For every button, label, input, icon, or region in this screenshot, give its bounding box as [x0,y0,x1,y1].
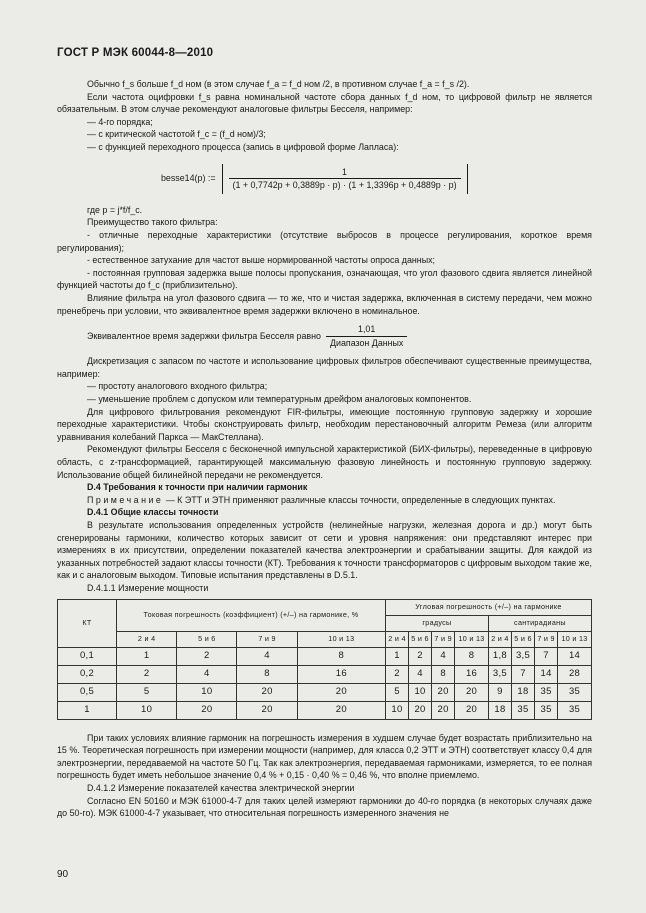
formula-lhs: besse14(p) := [161,173,216,184]
table-cell: 5 [385,683,408,701]
table-range-cell: 5 и 6 [409,631,432,647]
subsection-heading: D.4.1.2 Измерение показателей качества электрической энергии [87,782,355,793]
formula-denominator: (1 + 0,7742p + 0,3889p · p) · (1 + 1,3396p + 0,4889p · p) [229,178,461,192]
note-label: Примечание [87,494,164,505]
table-cell: 4 [432,647,455,665]
table-range-cell: 2 и 4 [488,631,511,647]
document-header: ГОСТ Р МЭК 60044-8—2010 [57,47,214,59]
paragraph: Для цифрового фильтрования рекомендуют FIR-фильтры, имеющие постоянную групповую задержку и хорошие переходные характеристики. Чтобы сконструировать фильтр, необходим перестановочный алгоритм Ремеза (или алгоритм уравнивания колебаний Паркса — МакСтеллана). [57,406,592,442]
table-cell: 7 [535,647,558,665]
paragraph: Влияние фильтра на угол фазового сдвига — то же, что и чистая задержка, включенная в систему передачи, чем можно пренебречь при условии, что эквивалентное время задержки включено в номинальное. [57,292,592,316]
list-item: — 4-го порядка; [87,116,153,127]
table-cell: 35 [535,701,558,719]
equivalent-delay-formula [57,323,592,349]
table-cell: 20 [432,683,455,701]
table-cell: 35 [511,701,534,719]
table-cell: 1 [385,647,408,665]
table-cell: 20 [237,701,297,719]
table-cell: 10 [177,683,237,701]
paragraph: Обычно f_s больше f_d ном (в этом случае f_a = f_d ном /2, в противном случае f_a = f_s /2). [87,79,470,89]
delay-fraction [326,323,407,349]
table-cell: 4 [409,665,432,683]
bessel-formula [161,164,592,194]
table-cell: 10 [385,701,408,719]
paragraph: Рекомендуют фильтры Бесселя с бесконечной импульсной характеристикой (БИХ-фильтры), переведенные в цифровую область, с z-трансформацией, гарантирующей максимальную фазовую линейность и постоянную групповую задержку. Использование общей билинейной передачи не рекомендуется. [57,444,592,480]
table-cell: 16 [455,665,489,683]
table-cell: 20 [177,701,237,719]
table-cell: 8 [432,665,455,683]
table-cell: 3,5 [511,647,534,665]
table-cell: 18 [511,683,534,701]
table-cell: 20 [455,683,489,701]
table-cell-kt: 0,2 [58,665,117,683]
formula-numerator: 1 [342,166,347,177]
table-cell: 18 [488,701,511,719]
table-row [58,701,592,719]
table-body [58,647,592,719]
list-item: — уменьшение проблем с допуском или температурным дрейфом аналоговых компонентов. [87,394,472,405]
table-cell-kt: 0,1 [58,647,117,665]
table-range-cell: 10 и 13 [455,631,489,647]
table-cell: 9 [488,683,511,701]
document-body [57,78,592,820]
table-header-centiradians: сантирадианы [488,615,591,631]
table-cell: 35 [535,683,558,701]
table-cell: 2 [409,647,432,665]
formula-bracket [222,164,468,194]
delay-denominator: Диапазон Данных [326,336,407,350]
formula-fraction [229,166,461,192]
paragraph: Согласно EN 50160 и МЭК 61000-4-7 для таких целей измеряют гармоники до 40-го порядка (в некоторых случаях даже до 50-го). МЭК 61000-4-7 указывает, что относительная погрешность измеренного значения не [57,795,592,819]
table-row [58,647,592,665]
table-cell: 20 [455,701,489,719]
table-cell-kt: 1 [58,701,117,719]
table-cell: 16 [297,665,385,683]
table-cell: 35 [558,683,592,701]
table-cell: 20 [432,701,455,719]
table-header-degrees: градусы [385,615,488,631]
subsection-heading: D.4.1.1 Измерение мощности [87,582,209,593]
table-cell: 1 [117,647,177,665]
list-item: — с функцией переходного процесса (запись в цифровой форме Лапласа): [87,141,399,152]
table-header-angle: Угловая погрешность (+/–) на гармонике [385,599,591,615]
table-cell: 14 [535,665,558,683]
table-cell: 7 [511,665,534,683]
table-row [58,665,592,683]
table-cell: 1,8 [488,647,511,665]
note [57,494,592,507]
list-item: - естественное затухание для частот выше нормированной частоты опроса данных; [87,255,435,266]
note-text: — К ЭТТ и ЭТН применяют различные классы точности, определенные в следующих пунктах. [163,494,556,505]
table-range-cell: 10 и 13 [558,631,592,647]
table-header-current: Токовая погрешность (коэффициент) (+/–) на гармонике, % [117,599,386,631]
list-item: — простоту аналогового входного фильтра; [87,381,268,392]
paragraph: При таких условиях влияние гармоник на погрешность измерения в худшем случае будет возрастать приблизительно на 15 %. Теоретическая погрешность при измерении мощности (например, для класса 0,2 ЭТТ и ЭТН) соответствует классу 0,4 для электроэнергии, передаваемой на частоте 50 Гц. Так как электроэнергия, передаваемая гармониками, измеряется, то ее полная погрешность будет иметь небольшое значение 0,4 % + 0,15 · 0,40 % = 0,46 %, что вполне приемлемо. [57,732,592,781]
section-heading: D.4.1 Общие классы точности [87,507,219,518]
table-cell: 10 [117,701,177,719]
table-range-cell: 5 и 6 [511,631,534,647]
table-range-cell: 2 и 4 [117,631,177,647]
table-range-cell: 10 и 13 [297,631,385,647]
table-cell: 2 [385,665,408,683]
table-range-row [58,631,592,647]
accuracy-table [57,599,592,720]
table-range-cell: 7 и 9 [535,631,558,647]
list-item: — с критической частотой f_c = (f_d ном)/3; [87,129,266,140]
list-item: - постоянная групповая задержка выше полосы пропускания, означающая, что угол фазового сдвига является линейной функцией частоты до f_c (приблизительно). [57,267,592,291]
table-cell: 8 [455,647,489,665]
paragraph: Дискретизация с запасом по частоте и использование цифровых фильтров обеспечивают существенные преимущества, например: [57,356,592,379]
table-header-kt: КТ [58,599,117,647]
table-cell: 4 [177,665,237,683]
table-range-cell: 7 и 9 [237,631,297,647]
section-heading: D.4 Требования к точности при наличии гармоник [87,482,308,493]
table-cell: 20 [297,683,385,701]
table-range-cell: 5 и 6 [177,631,237,647]
table-cell: 3,5 [488,665,511,683]
paragraph: В результате использования определенных устройств (нелинейные нагрузки, железная дорога и др.) могут быть сгенерированы гармоники, количество которых зависит от сети и уровня напряжения: они представляют интерес при измерениях в их присутствии, определении показателей качества электроэнергии и срабатывании защиты. Для каждой из указанных потребностей задают классы точности (КТ). Требования к точности трансформаторов с цифровым выходом такие же, как и с аналоговым выходом. Типовые испытания представлены в D.5.1. [57,520,592,581]
table-cell: 35 [558,701,592,719]
paragraph: Если частота оцифровки f_s равна номинальной частоте сбора данных f_d ном, то цифровой фильтр не является обязательным. В этом случае рекомендуют аналоговые фильтры Бесселя, например: [57,91,592,115]
table-cell: 4 [237,647,297,665]
table-range-cell: 7 и 9 [432,631,455,647]
table-cell-kt: 0,5 [58,683,117,701]
table-cell: 20 [409,701,432,719]
table-cell: 20 [297,701,385,719]
table-cell: 8 [297,647,385,665]
table-range-cell: 2 и 4 [385,631,408,647]
paragraph: Преимущество такого фильтра: [87,217,218,228]
table-cell: 20 [237,683,297,701]
table-cell: 2 [117,665,177,683]
table-cell: 2 [177,647,237,665]
table-cell: 28 [558,665,592,683]
table-cell: 8 [237,665,297,683]
table-cell: 14 [558,647,592,665]
table-cell: 10 [409,683,432,701]
page-number: 90 [57,869,69,880]
paragraph: где p = j*f/f_c. [87,204,143,215]
list-item: - отличные переходные характеристики (отсутствие выбросов в процессе регулирования, короткое время регулирования); [57,229,592,253]
delay-numerator: 1,01 [358,324,376,335]
table-row [58,683,592,701]
table-cell: 5 [117,683,177,701]
formula-label: Эквивалентное время задержки фильтра Бесселя равно [87,330,321,341]
